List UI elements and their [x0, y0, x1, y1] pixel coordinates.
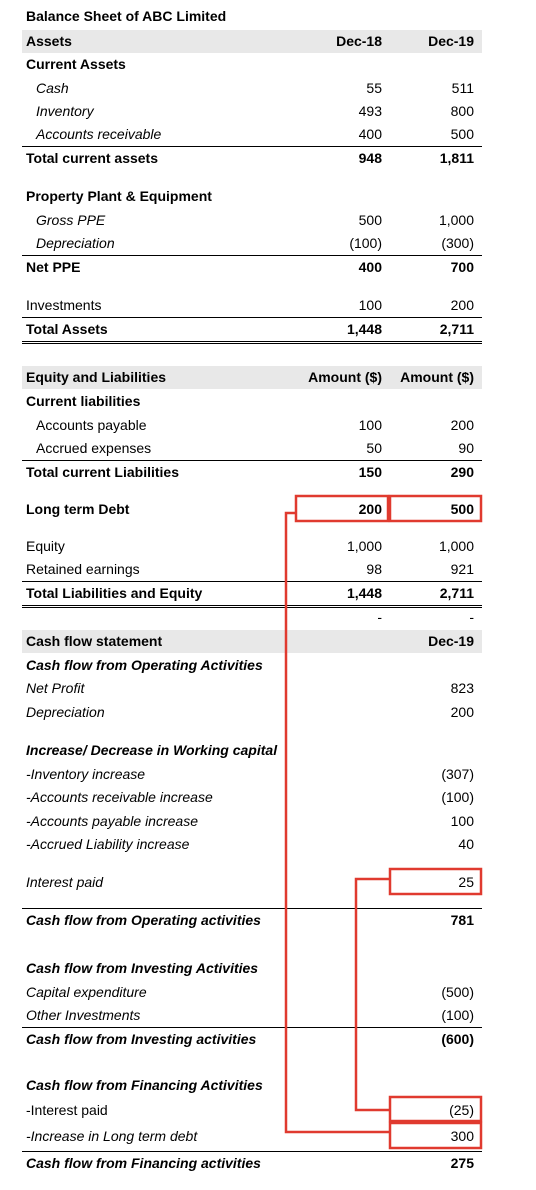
row-value-dec19: 90 — [458, 440, 474, 456]
row-label: -Accounts payable increase — [26, 813, 198, 829]
total-current-liabilities-row — [22, 460, 482, 484]
cashflow-header-label: Cash flow statement — [26, 633, 163, 649]
row-value-dec19: (307) — [441, 766, 474, 782]
row-value-dec18: 200 — [358, 501, 382, 517]
row-value-dec19: 1,000 — [438, 212, 474, 228]
interest-paid-row — [22, 871, 482, 894]
row-value-dec19: 200 — [450, 417, 474, 433]
cf-operating-total-row — [22, 908, 482, 932]
table-row — [22, 810, 482, 833]
cashflow-header-col2: Dec-19 — [428, 633, 474, 649]
row-label: -Interest paid — [26, 1102, 108, 1118]
row-label: Interest paid — [26, 874, 104, 890]
row-label: Accounts payable — [36, 417, 147, 433]
table-row — [22, 833, 482, 856]
table-row — [22, 437, 482, 460]
current-assets-heading — [22, 53, 482, 76]
equity-header-col1: Amount ($) — [308, 369, 382, 385]
row-label: -Accrued Liability increase — [26, 836, 190, 852]
row-value-dec19: (25) — [449, 1102, 474, 1118]
cf-financing-heading — [22, 1074, 482, 1097]
total-liabilities-equity-row — [22, 581, 482, 608]
table-row — [22, 786, 482, 809]
row-label: Gross PPE — [36, 212, 106, 228]
table-row — [22, 677, 482, 700]
row-value-dec19: 2,711 — [439, 585, 474, 601]
row-label: Total Assets — [26, 321, 108, 337]
row-value-dec19: (100) — [441, 789, 474, 805]
row-value-dec19: 290 — [450, 464, 474, 480]
current-liabilities-heading — [22, 390, 482, 413]
row-value-dec18: 1,000 — [346, 538, 382, 554]
row-label: Investments — [26, 297, 102, 313]
row-value-dec19: 511 — [451, 80, 474, 96]
row-label: Cash — [36, 80, 69, 96]
ppe-heading-label: Property Plant & Equipment — [26, 188, 212, 204]
row-label: Accrued expenses — [36, 440, 152, 456]
table-row — [22, 232, 482, 255]
row-label: Total current Liabilities — [26, 464, 179, 480]
row-value-dec19: (100) — [441, 1007, 474, 1023]
working-capital-heading-label: Increase/ Decrease in Working capital — [26, 742, 278, 758]
row-value-dec19: 781 — [450, 912, 474, 928]
total-current-assets-row — [22, 146, 482, 170]
table-row — [22, 763, 482, 786]
cashflow-header-row — [22, 630, 482, 653]
row-label: Net PPE — [26, 259, 81, 275]
assets-header-row — [22, 30, 482, 53]
row-label: -Increase in Long term debt — [26, 1128, 198, 1144]
row-value-dec19: (600) — [441, 1031, 474, 1047]
current-liabilities-heading-label: Current liabilities — [26, 393, 141, 409]
assets-header-col1: Dec-18 — [336, 33, 382, 49]
working-capital-heading — [22, 739, 482, 762]
table-row — [22, 1099, 482, 1122]
row-value-dec19: 300 — [450, 1128, 474, 1144]
table-row — [22, 77, 482, 100]
row-label: Cash flow from Financing activities — [26, 1155, 261, 1171]
equity-header-col2: Amount ($) — [400, 369, 474, 385]
table-row — [22, 981, 482, 1004]
assets-header-col2: Dec-19 — [428, 33, 474, 49]
equity-row — [22, 535, 482, 558]
row-label: Total Liabilities and Equity — [26, 585, 203, 601]
retained-earnings-row — [22, 558, 482, 581]
table-row — [22, 701, 482, 724]
row-value-dec18: 1,448 — [346, 585, 382, 601]
long-term-debt-row — [22, 498, 482, 521]
row-value-dec18: 948 — [358, 150, 382, 166]
row-value-dec19: 500 — [450, 501, 474, 517]
row-label: Retained earnings — [26, 561, 140, 577]
row-value-dec19: 1,000 — [438, 538, 474, 554]
row-value-dec19: 200 — [450, 297, 474, 313]
table-row — [22, 414, 482, 437]
row-value-dec19: 800 — [450, 103, 474, 119]
row-value-dec19: 25 — [458, 874, 474, 890]
ppe-heading — [22, 185, 482, 208]
row-value-dec19: (500) — [441, 984, 474, 1000]
cf-investing-total-row — [22, 1027, 482, 1051]
row-value-dec18: 98 — [366, 561, 382, 577]
assets-header-label: Assets — [26, 33, 72, 49]
row-value-dec19: 40 — [458, 836, 474, 852]
cf-investing-heading — [22, 957, 482, 980]
cf-operating-heading — [22, 654, 482, 677]
cf-investing-heading-label: Cash flow from Investing Activities — [26, 960, 259, 976]
row-value-dec18: 100 — [358, 417, 382, 433]
row-value-dec19: (300) — [441, 235, 474, 251]
row-value-dec18: 150 — [358, 464, 382, 480]
row-value-dec19: 500 — [450, 126, 474, 142]
total-assets-row — [22, 317, 482, 344]
row-value-dec19: 700 — [450, 259, 474, 275]
row-label: Capital expenditure — [26, 984, 147, 1000]
table-row — [22, 123, 482, 146]
row-value-dec18: 400 — [358, 259, 382, 275]
row-value-dec19: 100 — [450, 813, 474, 829]
row-value-dec18: 50 — [366, 440, 382, 456]
row-value-dec18: 493 — [358, 103, 382, 119]
row-value-dec19: 2,711 — [439, 321, 474, 337]
row-label: Depreciation — [36, 235, 115, 251]
row-label: -Accounts receivable increase — [26, 789, 213, 805]
row-label: Cash flow from Operating activities — [26, 912, 261, 928]
row-label: Equity — [26, 538, 65, 554]
row-label: Depreciation — [26, 704, 105, 720]
row-label: Other Investments — [26, 1007, 141, 1023]
row-value-dec18: 400 — [358, 126, 382, 142]
row-value-dec18: 1,448 — [346, 321, 382, 337]
row-value-dec18: (100) — [349, 235, 382, 251]
table-row — [22, 209, 482, 232]
table-row — [22, 1004, 482, 1027]
row-value-dec18: 100 — [358, 297, 382, 313]
row-label: Inventory — [36, 103, 94, 119]
row-label: Total current assets — [26, 150, 159, 166]
row-value-dec19: 823 — [450, 680, 474, 696]
table-row — [22, 1125, 482, 1148]
row-label: Cash flow from Investing activities — [26, 1031, 257, 1047]
net-ppe-row — [22, 255, 482, 279]
row-value-dec19: 200 — [450, 704, 474, 720]
row-value-dec19: 921 — [450, 561, 474, 577]
table-row — [22, 100, 482, 123]
row-label: Long term Debt — [26, 501, 130, 517]
row-label: Accounts receivable — [36, 126, 162, 142]
cf-financing-heading-label: Cash flow from Financing Activities — [26, 1077, 263, 1093]
row-label: -Inventory increase — [26, 766, 146, 782]
check-value-dec18: - — [377, 609, 382, 625]
row-value-dec19: 275 — [450, 1155, 474, 1171]
equity-header-label: Equity and Liabilities — [26, 369, 167, 385]
row-value-dec18: 500 — [358, 212, 382, 228]
row-label: Net Profit — [26, 680, 85, 696]
check-row — [22, 606, 482, 629]
cf-operating-heading-label: Cash flow from Operating Activities — [26, 657, 263, 673]
cf-financing-total-row — [22, 1151, 482, 1175]
equity-header-row — [22, 366, 482, 389]
investments-row — [22, 294, 482, 317]
current-assets-heading-label: Current Assets — [26, 56, 126, 72]
row-value-dec18: 55 — [366, 80, 382, 96]
check-value-dec19: - — [469, 609, 474, 625]
sheet-title: Balance Sheet of ABC Limited — [26, 8, 227, 24]
row-value-dec19: 1,811 — [439, 150, 474, 166]
